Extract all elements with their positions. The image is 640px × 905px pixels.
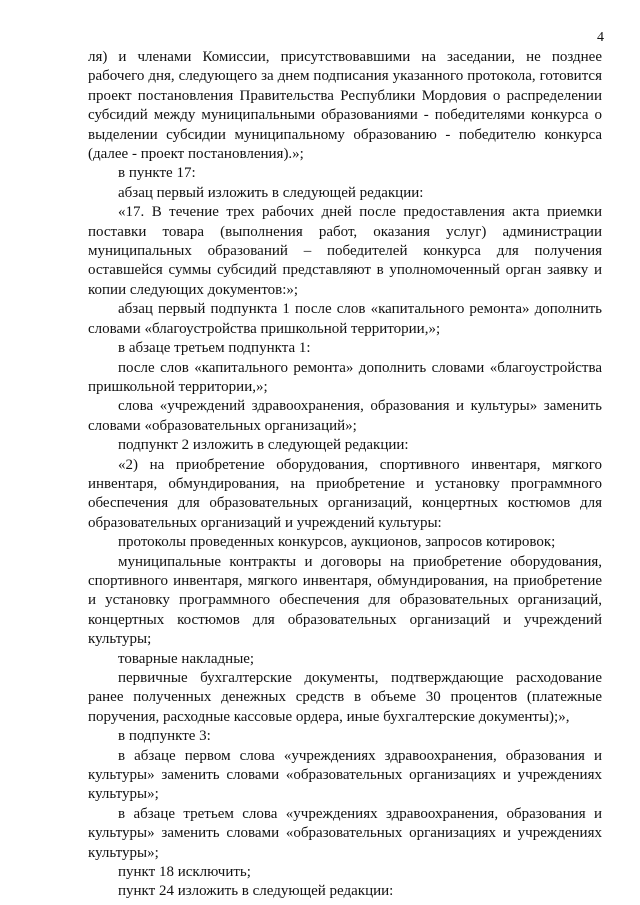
paragraph: в абзаце третьем подпункта 1:: [118, 340, 311, 357]
paragraph: в абзаце первом слова «учреждениях здравоохранения, образования и культуры» заменить словами «образовательных организациях и учреждениях культуры»;: [88, 747, 602, 803]
paragraph: слова «учреждений здравоохранения, образования и культуры» заменить словами «образовательных организаций»;: [88, 398, 602, 434]
paragraph: товарные накладные;: [118, 650, 255, 667]
paragraph: пункт 24 изложить в следующей редакции:: [118, 883, 394, 900]
paragraph: в подпункте 3:: [118, 728, 211, 745]
paragraph: в пункте 17:: [118, 165, 196, 182]
paragraph: пункт 18 исключить;: [118, 864, 251, 881]
paragraph: «17. В течение трех рабочих дней после предоставления акта приемки поставки товара (выполнения работ, оказания услуг) администрации муниципальных образований – победителей конкурса для получения оставшейся суммы субсидий представляют в уполномоченный орган заявку и копии следующих документов:»;: [88, 204, 602, 298]
paragraph: муниципальные контракты и договоры на приобретение оборудования, спортивного инвентаря, мягкого инвентаря, обмундирования, на приобретение и установку программного обеспечения для образовательных организаций, концертных костюмов для образовательных организаций и учреждений культуры;: [88, 553, 602, 648]
paragraph: протоколы проведенных конкурсов, аукционов, запросов котировок;: [118, 534, 556, 551]
paragraph: в абзаце третьем слова «учреждениях здравоохранения, образования и культуры» заменить словами «образовательных организациях и учреждениях культуры»;: [88, 805, 602, 861]
paragraph: подпункт 2 изложить в следующей редакции:: [118, 437, 409, 454]
document-body: [88, 48, 602, 902]
paragraph: после слов «капитального ремонта» дополнить словами «благоустройства пришкольной территории,»;: [88, 359, 602, 395]
paragraph: абзац первый подпункта 1 после слов «капитального ремонта» дополнить словами «благоустройства пришкольной территории,»;: [88, 301, 602, 337]
page-number: 4: [597, 30, 604, 45]
paragraph: первичные бухгалтерские документы, подтверждающие расходование ранее полученных денежных средств в объеме 30 процентов (платежные поручения, расходные кассовые ордера, иные бухгалтерские документы);»,: [88, 670, 602, 725]
paragraph: абзац первый изложить в следующей редакции:: [118, 184, 424, 201]
paragraph: «2) на приобретение оборудования, спортивного инвентаря, мягкого инвентаря, обмундирования, на приобретение и установку программного обеспечения для образовательных организаций, концертных костюмов для образовательных организаций и учреждений культуры:: [88, 456, 602, 531]
paragraph: ля) и членами Комиссии, присутствовавшими на заседании, не позднее рабочего дня, следующего за днем подписания указанного протокола, готовится проект постановления Правительства Республики Мордовия о распределении субсидий между муниципальными образованиями - победителями конкурса о выделении субсидии муниципальному образованию - победителю конкурса (далее - проект постановления).»;: [88, 49, 602, 163]
